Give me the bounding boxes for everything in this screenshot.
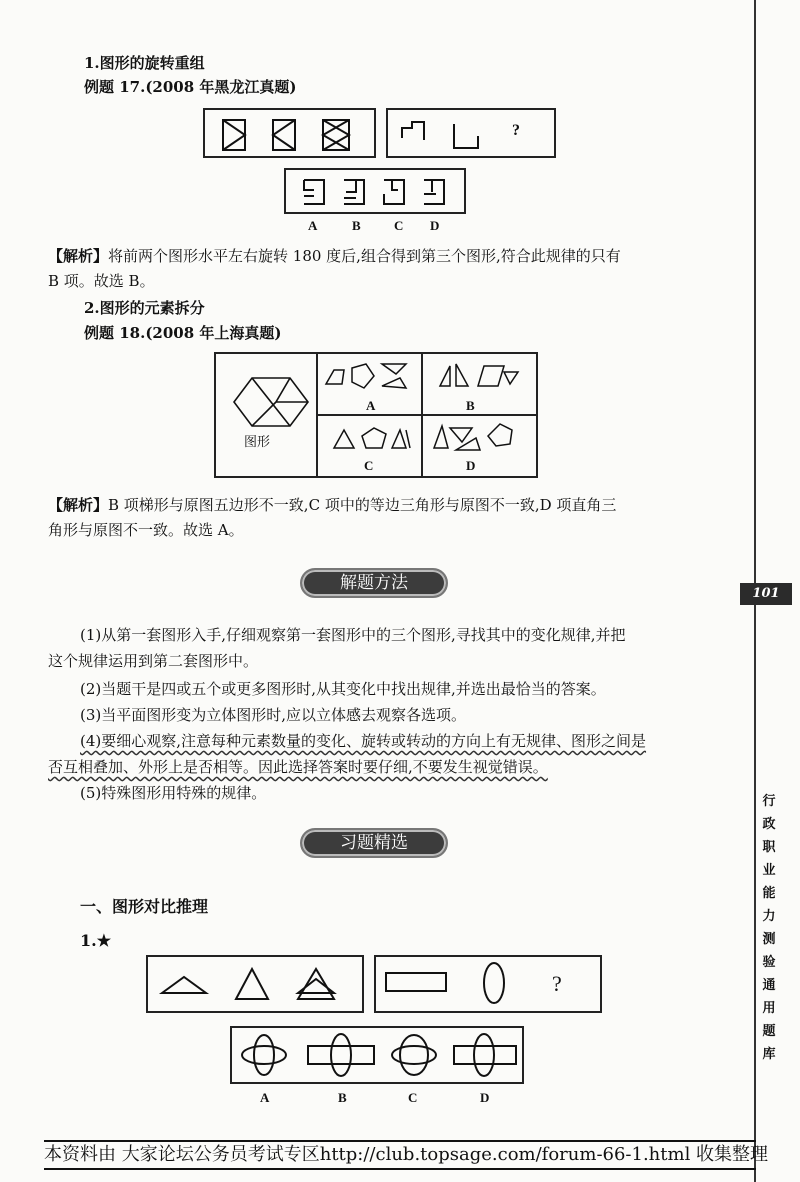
methods-heading: 解题方法 (300, 568, 448, 598)
method-5: (5)特殊图形用特殊的规律。 (80, 784, 267, 802)
ex17-option-figures (286, 170, 466, 214)
side-char: 业 (762, 863, 776, 878)
method-4-line1: (4)要细心观察,注意每种元素数量的变化、旋转或转动的方向上有无规律、图形之间是 (80, 732, 647, 750)
method-1-line2: 这个规律运用到第二套图形中。 (48, 652, 259, 670)
figure-label: 图形 (244, 435, 271, 450)
ex18-table (214, 352, 538, 478)
ex17-options (284, 168, 466, 214)
option-b-figure (426, 358, 534, 394)
table-divider (316, 414, 536, 416)
question-1-label: 1.★ (80, 931, 112, 950)
method-1-text: (1)从第一套图形入手,仔细观察第一套图形中的三个图形,寻找其中的变化规律,并把 (80, 626, 626, 644)
option-label-c: C (408, 1090, 418, 1105)
method-4-line2: 否互相叠加、外形上是否相等。因此选择答案时要仔细,不要发生视觉错误。 (48, 758, 548, 776)
side-char: 题 (762, 1024, 776, 1039)
analysis18-line2: 角形与原图不一致。故选 A。 (48, 521, 244, 539)
side-char: 库 (762, 1047, 776, 1062)
q1-set2 (374, 955, 602, 1013)
q1-set2-figures (376, 957, 600, 1011)
option-label-a: A (366, 398, 376, 413)
ex17-set1 (203, 108, 376, 158)
side-book-title (760, 790, 778, 1066)
analysis17-line1 (48, 245, 621, 267)
option-label-d: D (466, 458, 476, 473)
analysis18-text: B 项梯形与原图五边形不一致,C 项中的等边三角形与原图不一致,D 项直角三 (108, 496, 617, 514)
section1-title: 1.图形的旋转重组 (84, 54, 205, 72)
side-char: 行 (762, 794, 776, 809)
option-c-figure (320, 420, 418, 456)
option-label-b: B (466, 398, 475, 413)
ex17-set2 (386, 108, 556, 158)
question-mark: ? (552, 971, 562, 996)
practice-heading: 习题精选 (300, 828, 448, 858)
example17-title: 例题 17.(2008 年黑龙江真题) (84, 78, 297, 96)
method-2: (2)当题干是四或五个或更多图形时,从其变化中找出规律,并选出最恰当的答案。 (80, 680, 606, 698)
side-char: 通 (762, 978, 776, 993)
option-label-c: C (394, 218, 404, 233)
ex17-set1-figures (205, 110, 375, 158)
option-label-c: C (364, 458, 374, 473)
part-title: 一、图形对比推理 (80, 897, 209, 916)
option-label-b: B (338, 1090, 347, 1105)
side-char: 力 (762, 909, 776, 924)
analysis17-text: 将前两个图形水平左右旋转 180 度后,组合得到第三个图形,符合此规律的只有 (108, 247, 621, 265)
q1-set1-figures (148, 957, 362, 1011)
side-char: 测 (762, 932, 776, 947)
method-1-line1 (80, 624, 626, 646)
analysis18-prefix: 【解析】 (48, 496, 109, 514)
analysis18-line1 (48, 494, 616, 516)
q1-option-figures (232, 1028, 522, 1082)
option-a-figure (320, 358, 418, 394)
option-label-a: A (260, 1090, 270, 1105)
footer-watermark: 本资料由 大家论坛公务员考试专区http://club.topsage.com/forum-66-1.html 收集整理 (44, 1140, 756, 1170)
q1-options (230, 1026, 524, 1084)
option-label-d: D (430, 218, 440, 233)
option-label-b: B (352, 218, 361, 233)
side-char: 用 (762, 1001, 776, 1016)
question-mark: ? (512, 122, 520, 139)
original-figure (216, 354, 316, 476)
option-label-a: A (308, 218, 318, 233)
page-number: 101 (740, 583, 792, 605)
option-label-d: D (480, 1090, 490, 1105)
ex17-set2-figures (388, 110, 556, 158)
example18-title: 例题 18.(2008 年上海真题) (84, 324, 282, 342)
method-3: (3)当平面图形变为立体图形时,应以立体感去观察各选项。 (80, 706, 467, 724)
section2-title: 2.图形的元素拆分 (84, 299, 205, 317)
side-char: 政 (762, 817, 776, 832)
side-char: 职 (762, 840, 776, 855)
option-d-figure (426, 418, 534, 456)
q1-set1 (146, 955, 364, 1013)
analysis17-line2: B 项。故选 B。 (48, 272, 155, 290)
side-char: 能 (762, 886, 776, 901)
side-char: 验 (762, 955, 776, 970)
analysis17-prefix: 【解析】 (48, 247, 109, 265)
